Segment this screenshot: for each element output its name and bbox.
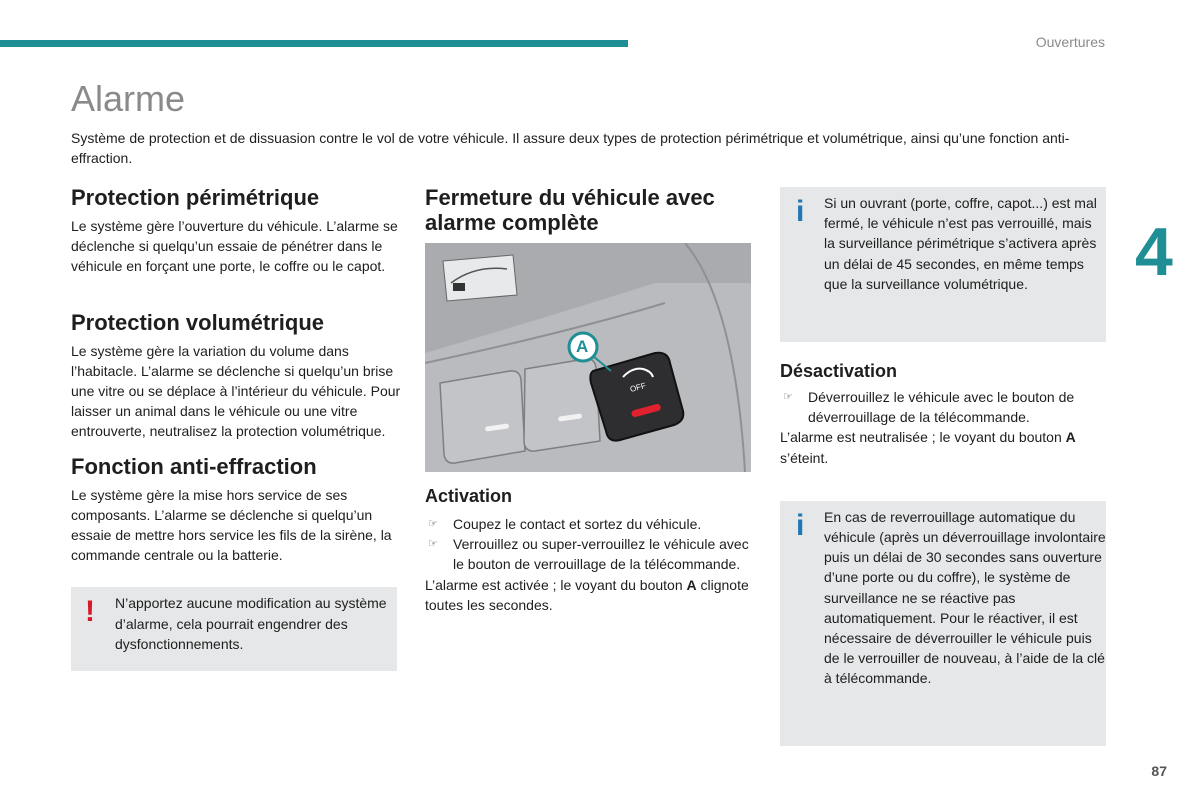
column-left <box>71 185 401 671</box>
callout-a-label: A <box>576 337 589 356</box>
info-icon: i <box>796 195 805 228</box>
warning-text: N’apportez aucune modification au système d’alarme, cela pourrait engendrer des dysfonctionnements. <box>115 595 387 652</box>
text-protection-perimetrique: Le système gère l’ouverture du véhicule. L’alarme se déclenche si quelqu’un essaie de pénétrer dans le véhicule en forçant une porte, le coffre ou le capot. <box>71 218 398 275</box>
info-icon: i <box>796 508 805 542</box>
text-protection-volumetrique: Le système gère la variation du volume dans l’habitacle. L’alarme se déclenche si quelqu’un brise une vitre ou se déplace à l’intérieur du véhicule. Pour laisser un animal dans le véhicule ou une vitre entrouverte, neutralisez la protection volumétrique. <box>71 342 401 440</box>
alarm-console-drawing <box>425 243 751 472</box>
warning-icon: ! <box>85 595 95 629</box>
chapter-number: 4 <box>1135 214 1173 290</box>
section-name: Ouvertures <box>1035 34 1105 50</box>
pointing-hand-icon: ☞ <box>428 538 438 551</box>
column-middle <box>425 185 755 615</box>
desactivation-steps <box>780 387 1106 427</box>
heading-anti-effraction: Fonction anti-effraction <box>71 453 317 479</box>
page-title: Alarme <box>71 78 186 119</box>
activation-result: L’alarme est activée ; le voyant du bouton A clignote toutes les secondes. <box>425 576 749 613</box>
text-anti-effraction: Le système gère la mise hors service de ses composants. L’alarme se déclenche si quelqu’un essaie de mettre hors service les fils de la sirène, la commande centrale ou la batterie. <box>71 486 392 564</box>
list-item: ☞ Coupez le contact et sortez du véhicule. <box>425 514 751 534</box>
activation-steps <box>425 514 751 575</box>
warning-box <box>71 587 397 671</box>
list-item: ☞ Déverrouillez le véhicule avec le bouton de déverrouillage de la télécommande. <box>783 389 1075 426</box>
desactivation-result: L’alarme est neutralisée ; le voyant du bouton A s’éteint. <box>780 429 1076 466</box>
header-accent-bar <box>0 40 628 47</box>
page-number: 87 <box>1151 763 1167 779</box>
heading-protection-perimetrique: Protection périmétrique <box>71 185 320 210</box>
column-right <box>780 187 1106 746</box>
list-item: ☞ Verrouillez ou super-verrouillez le véhicule avec le bouton de verrouillage de la télécommande. <box>428 536 749 573</box>
alarm-button-illustration <box>425 243 751 472</box>
heading-desactivation: Désactivation <box>780 361 898 381</box>
heading-protection-volumetrique: Protection volumétrique <box>71 309 325 335</box>
pointing-hand-icon: ☞ <box>783 391 793 403</box>
intro-paragraph: Système de protection et de dissuasion contre le vol de votre véhicule. Il assure deux types de protection périmétrique et volumétrique, ainsi qu’une fonction anti-effraction. <box>71 130 1070 166</box>
info-box-relock <box>780 501 1106 746</box>
off-button-label: OFF <box>629 381 647 394</box>
info-relock-text: En cas de reverrouillage automatique du véhicule (après un déverrouillage involontaire puis un délai de 30 secondes sans ouverture d’une porte ou du coffre), le système de surveillance ne se réactive pas automatiquement. Pour le réactiver, il est nécessaire de déverrouiller le véhicule puis de le verrouiller de nouveau, à l’aide de la clé à télécommande. <box>824 508 1106 687</box>
heading-activation: Activation <box>425 486 513 506</box>
pointing-hand-icon: ☞ <box>428 518 438 530</box>
info-open-door-text: Si un ouvrant (porte, coffre, capot...) est mal fermé, le véhicule n’est pas verrouillé, mais la surveillance périmétrique s’activera après un délai de 45 secondes, en même temps que la surveillance volumétrique. <box>824 195 1097 292</box>
heading-fermeture-alarme: Fermeture du véhicule avec alarme complète <box>425 185 715 235</box>
info-box-open-door <box>780 187 1106 342</box>
